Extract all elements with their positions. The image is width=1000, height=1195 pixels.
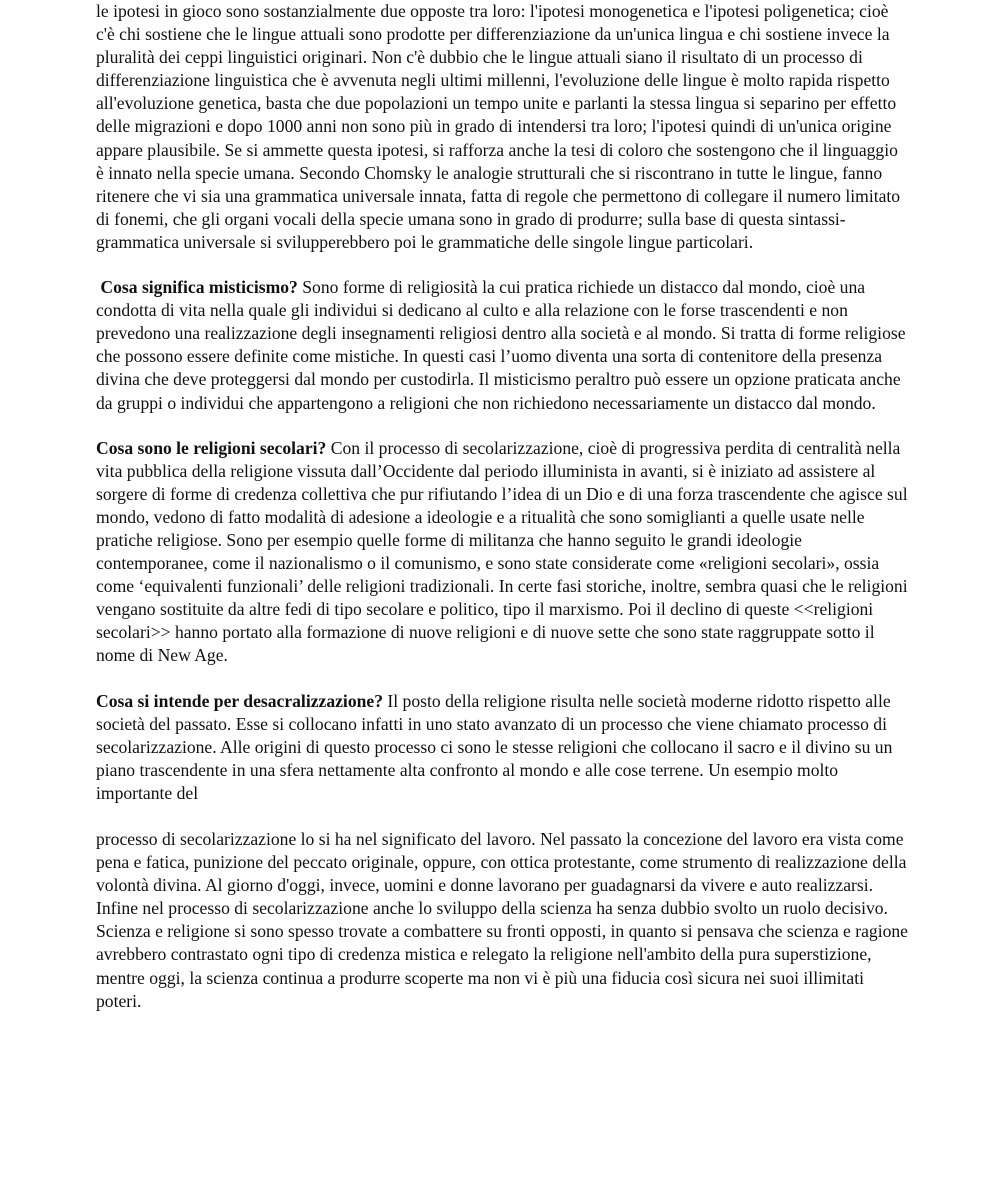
question-heading: Cosa significa misticismo? (100, 277, 298, 298)
paragraph-body: processo di secolarizzazione lo si ha nel significato del lavoro. Nel passato la concezione del lavoro era vista come pena e fatica, punizione del peccato originale, oppure, con ottica protestante, come strumento di realizzazione della volontà divina. Al giorno d'oggi, invece, uomini e donne lavorano per guadagnarsi da vivere e auto realizzarsi. Infine nel processo di secolarizzazione anche lo sviluppo della scienza ha senza dubbio svolto un ruolo decisivo. Scienza e religione si sono spesso trovate a combattere su fronti opposti, in quanto si pensava che scienza e ragione avrebbero contrastato ogni tipo di credenza mistica e relegato la religione nell'ambito della pura superstizione, mentre oggi, la scienza continua a produrre scoperte ma non vi è più una fiducia così sicura nei suoi illimitati poteri. (96, 829, 908, 1011)
paragraph-secolarizzazione-continued (96, 828, 908, 1013)
paragraph-body: Con il processo di secolarizzazione, cioè di progressiva perdita di centralità nella vita pubblica della religione vissuta dall’Occidente dal periodo illuminista in avanti, si è iniziato ad assistere al sorgere di forme di credenza collettiva che pur rifiutando l’idea di un Dio e di una forza trascendente che agisce sul mondo, vedono di fatto modalità di adesione a ideologie e a ritualità che sono somiglianti a quelle usate nelle pratiche religiose. Sono per esempio quelle forme di militanza che hanno seguito le grandi ideologie contemporanee, come il nazionalismo o il comunismo, e sono state considerate come «religioni secolari», ossia come ‘equivalenti funzionali’ delle religioni tradizionali. In certe fasi storiche, inoltre, sembra quasi che le religioni vengano sostituite da altre fedi di tipo secolare e politico, tipo il marxismo. Poi il declino di queste <<religioni secolari>> hanno portato alla formazione di nuove religioni e di nuove sette che sono state raggruppate sotto il nome di New Age. (96, 437, 908, 666)
paragraph-linguistic-origins (96, 0, 908, 254)
paragraph-misticismo (96, 276, 908, 415)
paragraph-body: le ipotesi in gioco sono sostanzialmente due opposte tra loro: l'ipotesi monogenetica e l'ipotesi poligenetica; cioè c'è chi sostiene che le lingue attuali sono prodotte per differenziazione da un'unica lingua e chi sostiene invece la pluralità dei ceppi linguistici originari. Non c'è dubbio che le lingue attuali siano il risultato di un processo di differenziazione linguistica che è avvenuta negli ultimi millenni, l'evoluzione delle lingue è molto rapida rispetto all'evoluzione genetica, basta che due popolazioni un tempo unite e parlanti la stessa lingua si separino per effetto delle migrazioni e dopo 1000 anni non sono più in grado di intendersi tra loro; l'ipotesi quindi di un'unica origine appare plausibile. Se si ammette questa ipotesi, si rafforza anche la tesi di coloro che sostengono che il linguaggio è innato nella specie umana. Secondo Chomsky le analogie strutturali che si riscontrano in tutte le lingue, fanno ritenere che vi sia una grammatica universale innata, fatta di regole che permettono di collegare il numero limitato di fonemi, che gli organi vocali della specie umana sono in grado di produrre; sulla base di questa sintassi-grammatica universale si svilupperebbero poi le grammatiche delle singole lingue particolari. (96, 1, 901, 252)
paragraph-body: Il posto della religione risulta nelle società moderne ridotto rispetto alle società del passato. Esse si collocano infatti in uno stato avanzato di un processo che viene chiamato processo di secolarizzazione. Alle origini di questo processo ci sono le stesse religioni che collocano il sacro e il divino su un piano trascendente in una sfera nettamente alta confronto al mondo e alle cose terrene. Un esempio molto importante del (96, 690, 893, 803)
document-page (96, 0, 908, 1013)
question-heading: Cosa sono le religioni secolari? (96, 437, 327, 458)
paragraph-body: Sono forme di religiosità la cui pratica richiede un distacco dal mondo, cioè una condotta di vita nella quale gli individui si dedicano al culto e alla relazione con le forse trascendenti e non prevedono una realizzazione degli insegnamenti religiosi dentro alla società e al mondo. Si tratta di forme religiose che possono essere definite come mistiche. In questi casi l’uomo diventa una sorta di contenitore della presenza divina che deve proteggersi dal mondo per custodirla. Il misticismo peraltro può essere un opzione praticata anche da gruppi o individui che appartengono a religioni che non richiedono necessariamente un distacco dal mondo. (96, 277, 906, 413)
question-heading: Cosa si intende per desacralizzazione? (96, 690, 384, 711)
paragraph-desacralizzazione (96, 690, 908, 805)
paragraph-religioni-secolari (96, 437, 908, 668)
